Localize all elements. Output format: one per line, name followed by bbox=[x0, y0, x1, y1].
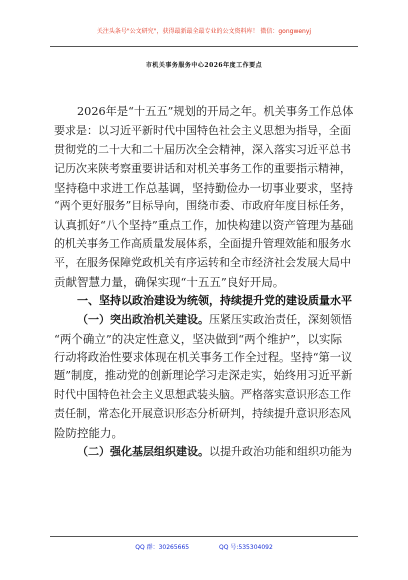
footer-qq-group: QQ 群：30265665 bbox=[135, 544, 190, 551]
document-title: 市机关事务服务中心2026年度工作要点 bbox=[145, 62, 263, 69]
paragraph-line: 题”制度，推动党的创新理论学习走深走实，始终用习近平新 bbox=[54, 369, 353, 383]
paragraph-line: 的机关事务工作高质量发展体系，全面提升管理效能和服务水 bbox=[54, 237, 351, 251]
subsection-line bbox=[54, 311, 354, 330]
paragraph-line: “两个确立”的决定性意义，坚决做到“两个维护”，以实际 bbox=[54, 331, 343, 346]
header-divider bbox=[50, 46, 358, 47]
paragraph-line: 贯彻党的二十大和二十届历次全会精神，深入落实习近平总书 bbox=[54, 142, 351, 156]
subsection-title: （一）突出政治机关建设。 bbox=[77, 312, 209, 326]
subsection-text: 以提升政治功能和组织功能为 bbox=[209, 445, 352, 459]
paragraph-line: 坚持稳中求进工作总基调，坚持勤俭办一切事业要求，坚持 bbox=[54, 180, 353, 195]
footer bbox=[0, 542, 408, 551]
footer-qq-number: QQ 号:535304092 bbox=[219, 544, 273, 551]
paragraph-line: 2026年是“十五五”规划的开局之年。机关事务工作总体 bbox=[77, 105, 354, 118]
paragraph-line: 险防控能力。 bbox=[54, 426, 123, 441]
paragraph-line: “两个更好服务”目标导向，围绕市委、市政府年度目标任务， bbox=[54, 199, 352, 213]
header-banner: 关注头条号"公文研究"，获得最新最全最专业的公文资料库！ 微信：gongwenyj bbox=[96, 28, 312, 35]
paragraph-line: 责任制，常态化开展意识形态分析研判，持续提升意识形态风 bbox=[54, 407, 351, 421]
document-body bbox=[54, 103, 354, 462]
paragraph-line: 贡献智慧力量，确保实现“十五五”良好开局。 bbox=[54, 275, 285, 290]
footer-divider bbox=[50, 536, 358, 537]
subsection-title: （二）强化基层组织建设。 bbox=[77, 445, 209, 459]
paragraph-line: 时代中国特色社会主义思想武装头脑。严格落实意识形态工作 bbox=[54, 388, 351, 402]
paragraph-line: 平，在服务保障党政机关有序运转和全市经济社会发展大局中 bbox=[54, 256, 351, 270]
paragraph-line: 认真抓好“八个坚持”重点工作，加快构建以资产管理为基础 bbox=[54, 218, 354, 233]
subsection-text: 压紧压实政治责任，深刻领悟 bbox=[209, 312, 352, 326]
paragraph-line: 行动将政治性要求体现在机关事务工作全过程。坚持“第一议 bbox=[54, 350, 353, 364]
subsection-line bbox=[54, 443, 354, 462]
paragraph-line: 记历次来陕考察重要讲话和对机关事务工作的重要指示精神， bbox=[54, 161, 351, 175]
section-heading: 一、坚持以政治建设为统领，持续提升党的建设质量水平 bbox=[77, 293, 352, 307]
paragraph-line: 要求是：以习近平新时代中国特色社会主义思想为指导，全面 bbox=[54, 123, 351, 137]
